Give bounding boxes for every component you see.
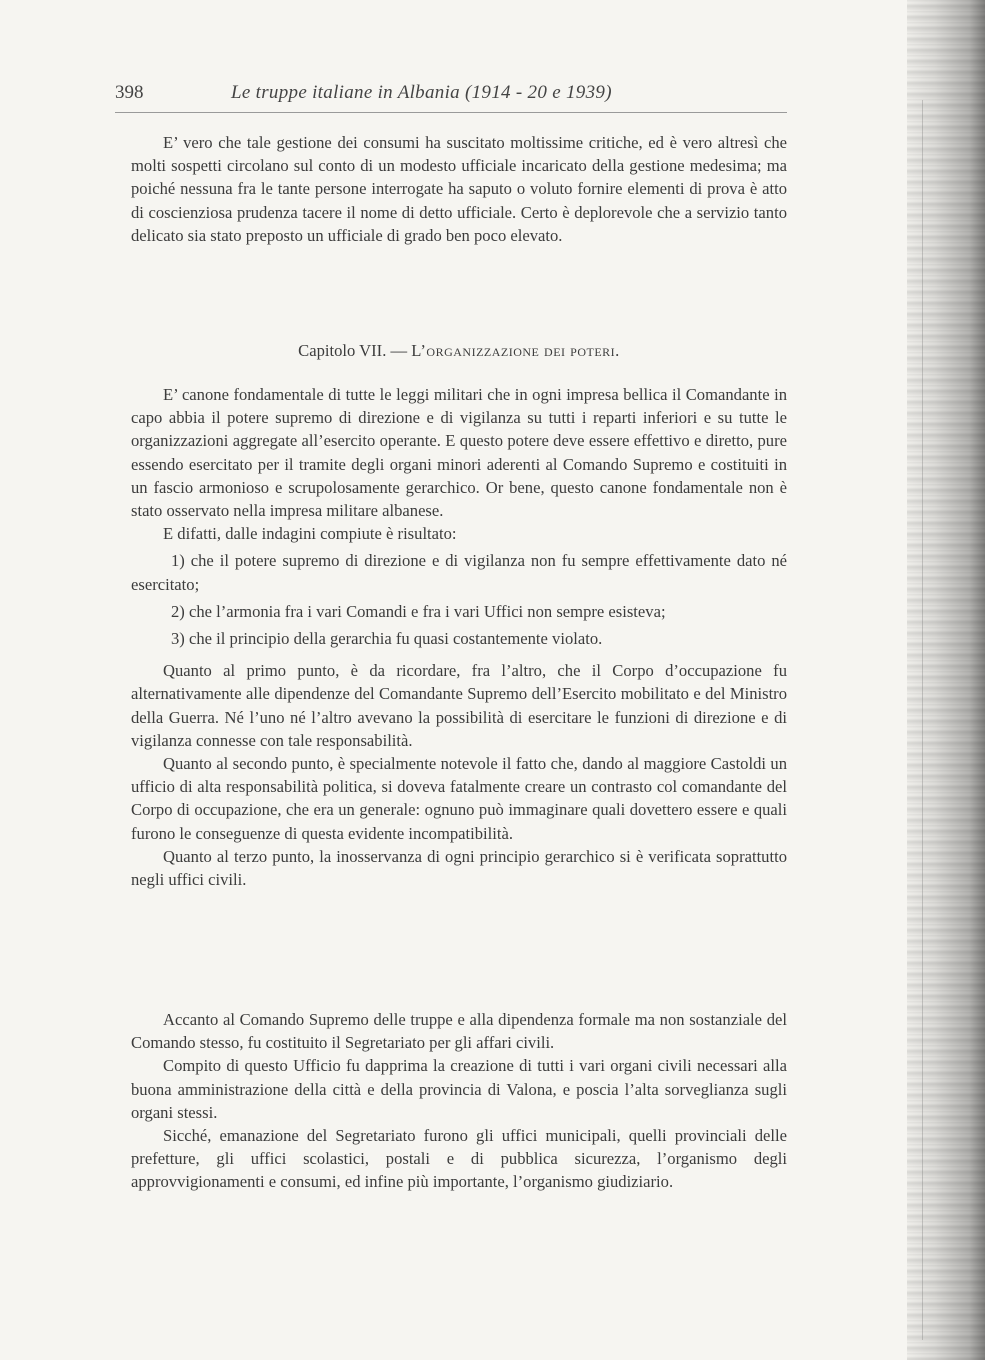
- paragraph: Quanto al secondo punto, è specialmente notevole il fatto che, dando al maggiore Castoldi un ufficio di alta responsabilità politica, si doveva fatalmente creare un contrasto col comandante del Corpo di occupazione, che era un generale: ognuno può immaginare quali dovettero essere e quali furono le conseguenze di questa evidente incompatibilità.: [131, 754, 787, 843]
- paragraph: E’ vero che tale gestione dei consumi ha suscitato moltissime critiche, ed è vero altresì che molti sospetti circolano sul conto di un modesto ufficiale incaricato della gestione medesima; ma poiché nessuna fra le tante persone interrogate ha saputo o voluto fornire elementi di prova è atto di coscienziosa prudenza tacere il nome di detto ufficiale. Certo è deplorevole che a servizio tanto delicato sia stato preposto un ufficiale di grado ben poco elevato.: [131, 133, 787, 245]
- intro-text-block: [131, 131, 787, 247]
- paragraph: E difatti, dalle indagini compiute è risultato:: [163, 524, 457, 544]
- paragraph: Compito di questo Ufficio fu dapprima la creazione di tutti i vari organi civili necessari alla buona amministrazione della città e della provincia di Valona, e poscia l’alta sorveglianza sugli organi stessi.: [131, 1056, 787, 1122]
- paragraph: E’ canone fondamentale di tutte le leggi militari che in ogni impresa bellica il Comandante in capo abbia il potere supremo di direzione e di vigilanza su tutti i reparti inferiori e su tutte le organizzazioni aggregate all’esercito operante. E questo potere deve essere effettivo e diretto, pure essendo esercitato per il tramite degli organi minori aderenti al Comando Supremo e costituiti in un fascio armonioso e scrupolosamente gerarchico. Or bene, questo canone fondamentale non è stato osservato nella impresa militare albanese.: [131, 385, 787, 521]
- chapter-title: L’organizzazione dei poteri.: [411, 341, 620, 360]
- section-two-text: [131, 1008, 787, 1194]
- chapter-label: Capitolo VII. —: [298, 341, 408, 360]
- section-one-text: [131, 383, 787, 891]
- running-title: Le truppe italiane in Albania (1914 - 20 e 1939): [231, 82, 612, 103]
- paragraph: Quanto al terzo punto, la inosservanza di ogni principio gerarchico si è verificata soprattutto negli uffici civili.: [131, 846, 787, 890]
- chapter-heading: [131, 341, 787, 361]
- running-header: [115, 78, 787, 113]
- paragraph: Accanto al Comando Supremo delle truppe e alla dipendenza formale ma non sostanziale del Comando stesso, fu costituito il Segretariato per gli affari civili.: [131, 1010, 787, 1053]
- paragraph: Sicché, emanazione del Segretariato furono gli uffici municipali, quelli provinciali delle prefetture, gli uffici scolastici, postali e di pubblica sicurezza, l’organismo degli approvvigionamenti e consumi, ed infine più importante, l’organismo giudiziario.: [131, 1126, 787, 1192]
- list-item: 3) che il principio della gerarchia fu quasi costantemente violato.: [171, 629, 603, 649]
- page-edge-line: [922, 100, 923, 1340]
- page-number: 398: [115, 82, 144, 103]
- page-edge-shadow: [907, 0, 985, 1360]
- list-item: 1) che il potere supremo di direzione e di vigilanza non fu sempre effettivamente dato né esercitato;: [131, 551, 787, 594]
- paragraph: Quanto al primo punto, è da ricordare, fra l’altro, che il Corpo d’occupazione fu alternativamente alle dipendenze del Comandante Supremo dell’Esercito mobilitato e del Ministro della Guerra. Né l’uno né l’altro avevano la possibilità di esercitare le funzioni di direzione e di vigilanza connesse con tale responsabilità.: [131, 661, 787, 750]
- list-item: 2) che l’armonia fra i vari Comandi e fra i vari Uffici non sempre esisteva;: [171, 601, 666, 621]
